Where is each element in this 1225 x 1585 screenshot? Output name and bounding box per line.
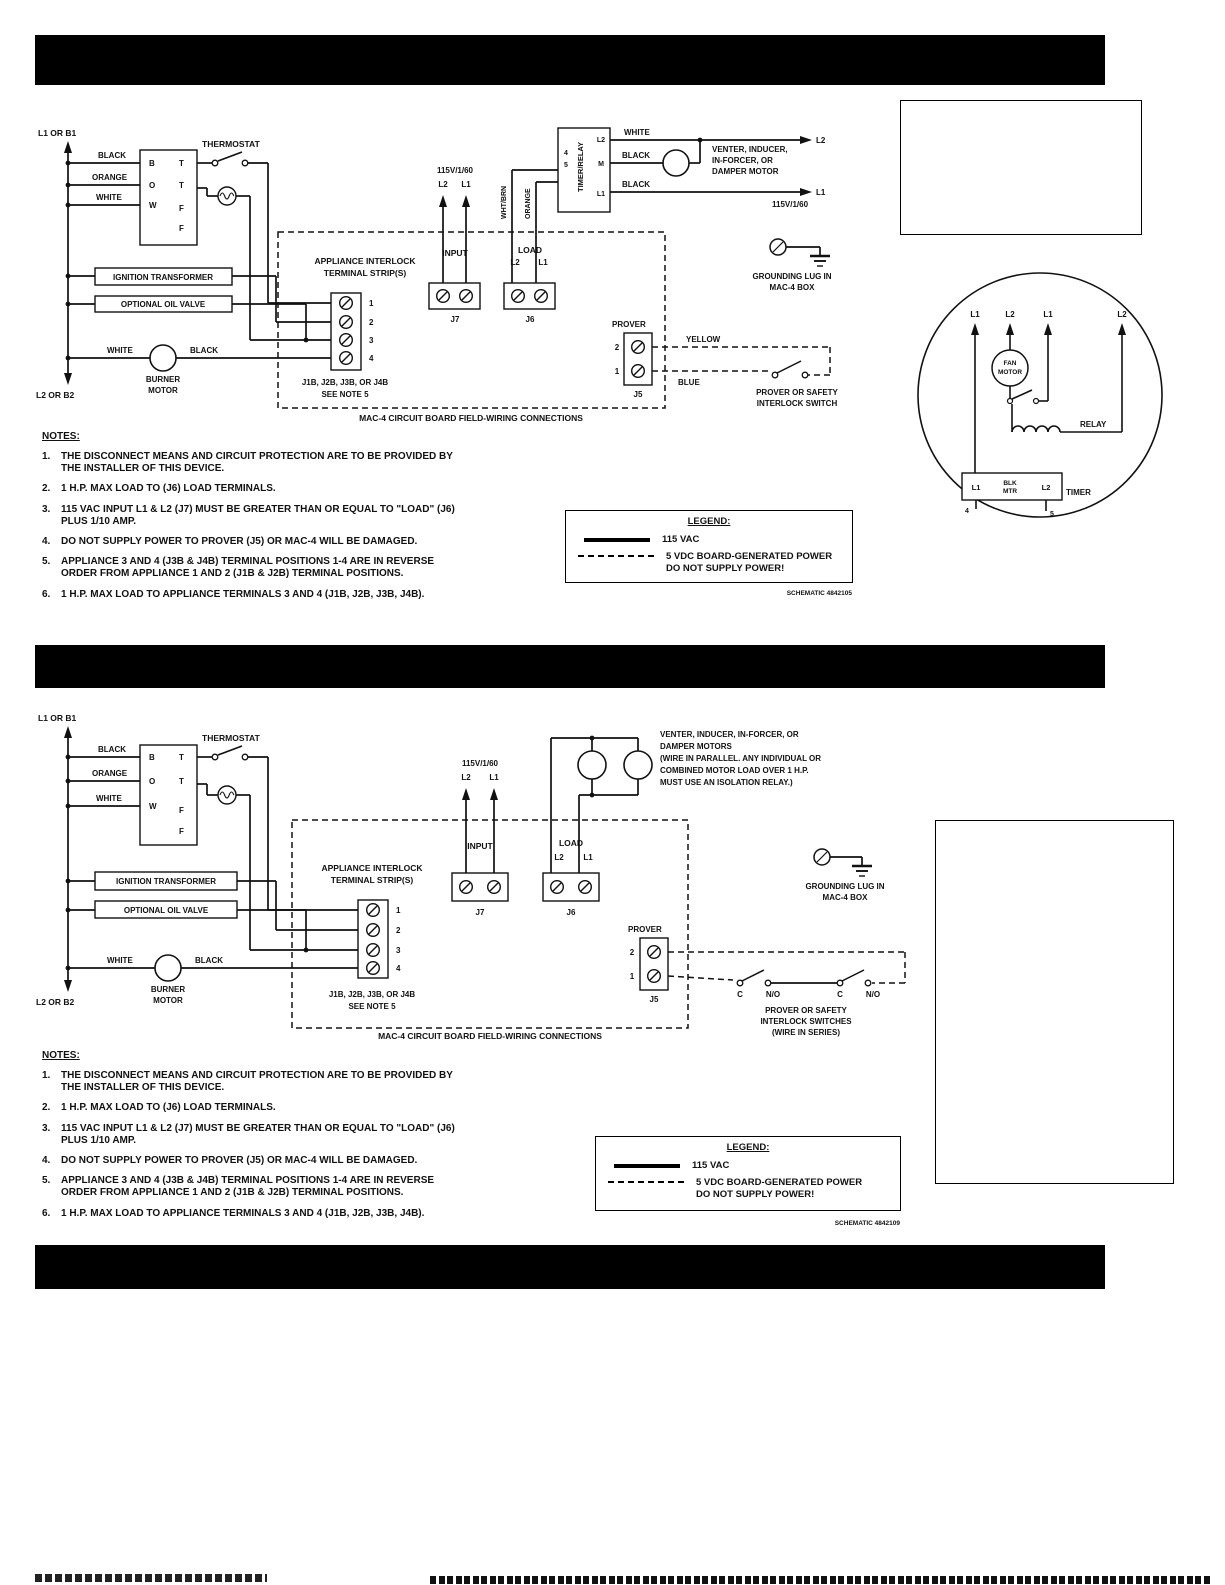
d2-load-label: LOAD bbox=[558, 838, 584, 848]
schematic-number-1: SCHEMATIC 4842105 bbox=[786, 590, 852, 597]
legend-5vdc-line1: 5 VDC BOARD-GENERATED POWER bbox=[666, 551, 833, 562]
d2-motors-2: DAMPER MOTORS bbox=[660, 742, 732, 751]
d1-strip-title2: TERMINAL STRIP(S) bbox=[323, 268, 407, 278]
note-text: 1 H.P. MAX LOAD TO (J6) LOAD TERMINALS. bbox=[61, 483, 276, 495]
d1-load-l2: L2 bbox=[510, 258, 520, 267]
d1-inset-l1b: L1 bbox=[1043, 310, 1053, 319]
legend-heading: LEGEND: bbox=[726, 1142, 770, 1153]
d2-sw2-c: C bbox=[837, 990, 843, 999]
d2-strip-title2: TERMINAL STRIP(S) bbox=[330, 875, 414, 885]
d1-burner-name2: MOTOR bbox=[148, 386, 178, 395]
dashed-line-sample bbox=[608, 1181, 684, 1183]
d2-term-3: 3 bbox=[396, 946, 401, 955]
d1-ground-label2: MAC-4 BOX bbox=[769, 283, 815, 292]
legend-row-115vac bbox=[608, 1160, 888, 1171]
note-item bbox=[42, 1102, 502, 1114]
d2-load-l2: L2 bbox=[554, 853, 564, 862]
note-text: 1 H.P. MAX LOAD TO APPLIANCE TERMINALS 3 AND 4 (J1B, J2B, J3B, J4B). bbox=[61, 588, 425, 600]
legend-115vac-label: 115 VAC bbox=[662, 534, 700, 545]
legend-box-2 bbox=[595, 1136, 901, 1211]
legend-box-1 bbox=[565, 510, 853, 583]
note-text: APPLIANCE 3 AND 4 (J3B & J4B) TERMINAL POSITIONS 1-4 ARE IN REVERSE ORDER FROM APPLIANCE 1 AND 2 (J1B & J2B) TERMINAL POSITIONS. bbox=[61, 556, 435, 580]
redacted-title-bar-3 bbox=[35, 1245, 1105, 1289]
d2-motors-4: COMBINED MOTOR LOAD OVER 1 H.P. bbox=[660, 766, 809, 775]
note-text: DO NOT SUPPLY POWER TO PROVER (J5) OR MAC-4 WILL BE DAMAGED. bbox=[61, 1154, 418, 1166]
d2-motors-5: MUST USE AN ISOLATION RELAY.) bbox=[660, 778, 793, 787]
d1-inset-fan2: MOTOR bbox=[997, 369, 1023, 376]
note-item bbox=[42, 1175, 502, 1199]
d1-burner-white: WHITE bbox=[107, 346, 133, 355]
d1-orange-wire-label: ORANGE bbox=[92, 173, 128, 182]
d2-see-note: SEE NOTE 5 bbox=[348, 1002, 396, 1011]
d2-sw1-c: C bbox=[737, 990, 743, 999]
d1-tr-m: M bbox=[598, 161, 604, 168]
d1-orange-v-label: ORANGE bbox=[525, 188, 532, 219]
note-text: 115 VAC INPUT L1 & L2 (J7) MUST BE GREATER THAN OR EQUAL TO "LOAD" (J6) PLUS 1/10 AMP. bbox=[61, 503, 455, 527]
d1-inset-l2a: L2 bbox=[1005, 310, 1015, 319]
note-item bbox=[42, 483, 502, 495]
legend-115vac-label: 115 VAC bbox=[692, 1160, 730, 1171]
d2-term-1: 1 bbox=[396, 906, 401, 915]
note-number: 2. bbox=[42, 483, 51, 495]
d1-j6-label: J6 bbox=[525, 315, 535, 324]
legend-5vdc-line1: 5 VDC BOARD-GENERATED POWER bbox=[696, 1177, 863, 1188]
d2-motors-3: (WIRE IN PARALLEL. ANY INDIVIDUAL OR bbox=[660, 754, 822, 763]
d2-th-f2: F bbox=[179, 827, 184, 836]
notes-heading: NOTES: bbox=[42, 431, 80, 442]
d2-burner-white: WHITE bbox=[107, 956, 133, 965]
d1-burner-name1: BURNER bbox=[145, 375, 181, 384]
legend-5vdc-line2: DO NOT SUPPLY POWER! bbox=[696, 1188, 815, 1200]
d1-out-l1: L1 bbox=[816, 188, 826, 197]
d1-prover-1: 1 bbox=[614, 367, 620, 376]
note-item bbox=[42, 451, 502, 475]
d2-black-wire-label: BLACK bbox=[98, 745, 126, 754]
note-text: 115 VAC INPUT L1 & L2 (J7) MUST BE GREATER THAN OR EQUAL TO "LOAD" (J6) PLUS 1/10 AMP. bbox=[61, 1122, 455, 1146]
d1-term-4: 4 bbox=[369, 354, 374, 363]
d1-jlabel: J1B, J2B, J3B, OR J4B bbox=[301, 378, 389, 387]
note-item bbox=[42, 1155, 502, 1167]
d1-blue-label: BLUE bbox=[678, 378, 700, 387]
note-number: 1. bbox=[42, 451, 51, 462]
notes-section-2 bbox=[42, 1050, 502, 1228]
legend-5vdc-label bbox=[696, 1177, 862, 1201]
note-number: 3. bbox=[42, 503, 51, 515]
d1-inset-l1c: L1 bbox=[971, 483, 981, 492]
d2-strip-title1: APPLIANCE INTERLOCK bbox=[321, 863, 423, 873]
note-item bbox=[42, 536, 502, 548]
d2-sw1-no: N/O bbox=[765, 990, 781, 999]
d1-term-1: 1 bbox=[369, 299, 374, 308]
d2-term-4: 4 bbox=[396, 964, 401, 973]
d2-th-f1: F bbox=[179, 806, 184, 815]
d1-inset-l2b: L2 bbox=[1117, 310, 1127, 319]
d2-sw2-no: N/O bbox=[865, 990, 881, 999]
d1-yellow-label: YELLOW bbox=[686, 335, 721, 344]
legend-5vdc-line2: DO NOT SUPPLY POWER! bbox=[666, 562, 785, 574]
d1-th-o: O bbox=[149, 181, 156, 190]
note-item bbox=[42, 556, 502, 580]
d2-j6-label: J6 bbox=[566, 908, 576, 917]
d2-switch-label3: (WIRE IN SERIES) bbox=[771, 1028, 841, 1037]
d1-timer-relay-title: TIMER/RELAY bbox=[576, 141, 585, 192]
d1-switch-label2: INTERLOCK SWITCH bbox=[756, 399, 838, 408]
d2-orange-wire-label: ORANGE bbox=[92, 769, 128, 778]
note-number: 4. bbox=[42, 535, 51, 547]
d1-th-f1: F bbox=[179, 204, 184, 213]
d1-l1-label: L1 OR B1 bbox=[38, 128, 77, 138]
d1-ignition-label: IGNITION TRANSFORMER bbox=[113, 273, 213, 282]
d2-motors-1: VENTER, INDUCER, IN-FORCER, OR bbox=[660, 730, 799, 739]
schematic-number-2: SCHEMATIC 4842109 bbox=[834, 1220, 900, 1227]
d1-th-b: B bbox=[149, 159, 155, 168]
legend-row-5vdc bbox=[578, 551, 840, 575]
note-number: 1. bbox=[42, 1070, 51, 1081]
d2-input-label: INPUT bbox=[467, 841, 493, 851]
d1-j7-label: J7 bbox=[450, 315, 460, 324]
d1-board-caption: MAC-4 CIRCUIT BOARD FIELD-WIRING CONNECTIONS bbox=[359, 413, 583, 423]
note-item bbox=[42, 504, 502, 528]
clipped-text-artifact-left bbox=[35, 1574, 267, 1582]
d1-tr-5: 5 bbox=[564, 162, 568, 169]
d1-prover-label: PROVER bbox=[612, 320, 646, 329]
note-item bbox=[42, 1123, 502, 1147]
d1-white-label: WHITE bbox=[624, 128, 650, 137]
note-item bbox=[42, 589, 502, 601]
d1-see-note: SEE NOTE 5 bbox=[321, 390, 369, 399]
d2-ground-label1: GROUNDING LUG IN bbox=[805, 882, 885, 891]
d2-screws bbox=[367, 881, 661, 983]
wiring-diagram-2 bbox=[0, 700, 1225, 1060]
d2-switch-label2: INTERLOCK SWITCHES bbox=[760, 1017, 852, 1026]
d2-switch-label1: PROVER OR SAFETY bbox=[765, 1006, 847, 1015]
d1-load-l1: L1 bbox=[538, 258, 548, 267]
d2-j7-label: J7 bbox=[475, 908, 485, 917]
d1-input-volts: 115V/1/60 bbox=[436, 166, 474, 175]
d2-th-t1: T bbox=[179, 753, 184, 762]
d1-black2-label: BLACK bbox=[622, 180, 650, 189]
legend-row-5vdc bbox=[608, 1177, 888, 1201]
note-text: THE DISCONNECT MEANS AND CIRCUIT PROTECTION ARE TO BE PROVIDED BY THE INSTALLER OF THIS DEVICE. bbox=[61, 1070, 453, 1094]
d1-ground-label1: GROUNDING LUG IN bbox=[752, 272, 832, 281]
legend-5vdc-label bbox=[666, 551, 832, 575]
note-text: 1 H.P. MAX LOAD TO APPLIANCE TERMINALS 3 AND 4 (J1B, J2B, J3B, J4B). bbox=[61, 1207, 425, 1219]
d1-input-l1: L1 bbox=[461, 180, 471, 189]
d1-inset-l2c: L2 bbox=[1041, 483, 1051, 492]
d2-board-caption: MAC-4 CIRCUIT BOARD FIELD-WIRING CONNECTIONS bbox=[378, 1031, 602, 1041]
d1-black-wire-label: BLACK bbox=[98, 151, 126, 160]
d1-venter-1: VENTER, INDUCER, bbox=[712, 145, 788, 154]
note-number: 5. bbox=[42, 1175, 51, 1187]
legend-heading: LEGEND: bbox=[687, 516, 731, 527]
d2-burner-name2: MOTOR bbox=[153, 996, 183, 1005]
d1-term-3: 3 bbox=[369, 336, 374, 345]
d1-load-label: LOAD bbox=[517, 245, 543, 255]
d1-th-f2: F bbox=[179, 224, 184, 233]
d2-prover-label: PROVER bbox=[628, 925, 662, 934]
d1-out-l2: L2 bbox=[816, 136, 826, 145]
note-text: THE DISCONNECT MEANS AND CIRCUIT PROTECTION ARE TO BE PROVIDED BY THE INSTALLER OF THIS DEVICE. bbox=[61, 451, 453, 475]
d1-inset-l1a: L1 bbox=[970, 310, 980, 319]
redacted-title-bar-1 bbox=[35, 35, 1105, 85]
d1-input-l2: L2 bbox=[438, 180, 448, 189]
d1-venter-2: IN-FORCER, OR bbox=[712, 156, 773, 165]
note-text: 1 H.P. MAX LOAD TO (J6) LOAD TERMINALS. bbox=[61, 1102, 276, 1114]
d2-jlabel: J1B, J2B, J3B, OR J4B bbox=[328, 990, 416, 999]
note-number: 2. bbox=[42, 1102, 51, 1114]
d2-th-b: B bbox=[149, 753, 155, 762]
d2-input-l2: L2 bbox=[461, 773, 471, 782]
d1-oil-valve-label: OPTIONAL OIL VALVE bbox=[120, 300, 206, 309]
d2-th-t2: T bbox=[179, 777, 184, 786]
d1-tr-4: 4 bbox=[564, 150, 568, 157]
note-number: 4. bbox=[42, 1154, 51, 1166]
redacted-title-bar-2 bbox=[35, 645, 1105, 688]
d2-prover-2: 2 bbox=[629, 948, 635, 957]
notes-heading: NOTES: bbox=[42, 1050, 80, 1061]
d2-j5-label: J5 bbox=[649, 995, 659, 1004]
d2-arrowheads bbox=[64, 726, 498, 992]
d2-input-volts: 115V/1/60 bbox=[461, 759, 499, 768]
d1-inset-fan1: FAN bbox=[1003, 360, 1017, 367]
note-text: APPLIANCE 3 AND 4 (J3B & J4B) TERMINAL POSITIONS 1-4 ARE IN REVERSE ORDER FROM APPLIANCE 1 AND 2 (J1B & J2B) TERMINAL POSITIONS. bbox=[61, 1175, 435, 1199]
d1-strip-title1: APPLIANCE INTERLOCK bbox=[314, 256, 416, 266]
d2-load-l1: L1 bbox=[583, 853, 593, 862]
d1-input-label: INPUT bbox=[442, 248, 468, 258]
d1-thermostat-title: THERMOSTAT bbox=[202, 139, 260, 149]
d2-input-l1: L1 bbox=[489, 773, 499, 782]
d1-inset-4: 4 bbox=[965, 508, 969, 515]
d1-venter-3: DAMPER MOTOR bbox=[712, 167, 779, 176]
d1-burner-black: BLACK bbox=[190, 346, 218, 355]
note-item bbox=[42, 1208, 502, 1220]
d2-th-w: W bbox=[149, 802, 157, 811]
d1-white-wire-label: WHITE bbox=[96, 193, 122, 202]
d1-l2-label: L2 OR B2 bbox=[36, 390, 75, 400]
clipped-text-artifact-right bbox=[430, 1576, 1212, 1584]
d1-ground-symbol bbox=[810, 256, 830, 266]
solid-line-sample bbox=[584, 538, 650, 542]
d2-oil-valve-label: OPTIONAL OIL VALVE bbox=[123, 906, 209, 915]
d1-inset-blk: BLK bbox=[1003, 480, 1017, 487]
d2-l1-label: L1 OR B1 bbox=[38, 713, 77, 723]
d1-out-volts: 115V/1/60 bbox=[772, 200, 809, 209]
d2-th-o: O bbox=[149, 777, 156, 786]
d2-white-wire-label: WHITE bbox=[96, 794, 122, 803]
d1-switch-label1: PROVER OR SAFETY bbox=[756, 388, 838, 397]
d1-th-w: W bbox=[149, 201, 157, 210]
d2-ignition-label: IGNITION TRANSFORMER bbox=[116, 877, 216, 886]
d1-term-2: 2 bbox=[369, 318, 374, 327]
d1-black1-label: BLACK bbox=[622, 151, 650, 160]
notes-section-1 bbox=[42, 431, 502, 609]
note-number: 3. bbox=[42, 1122, 51, 1134]
d2-prover-1: 1 bbox=[629, 972, 635, 981]
note-item bbox=[42, 1070, 502, 1094]
d2-ground-symbol bbox=[852, 866, 872, 876]
d1-wht-brn-label: WHT/BRN bbox=[501, 185, 508, 219]
note-text: DO NOT SUPPLY POWER TO PROVER (J5) OR MAC-4 WILL BE DAMAGED. bbox=[61, 535, 418, 547]
d1-j5-label: J5 bbox=[633, 390, 643, 399]
d1-inset-mtr: MTR bbox=[1002, 488, 1018, 495]
d2-burner-name1: BURNER bbox=[150, 985, 186, 994]
d1-inset-relay: RELAY bbox=[1080, 420, 1107, 429]
d2-ground-label2: MAC-4 BOX bbox=[822, 893, 868, 902]
d1-tr-l2: L2 bbox=[596, 137, 606, 144]
d1-screws bbox=[340, 290, 645, 378]
d1-th-t2: T bbox=[179, 181, 184, 190]
d1-prover-2: 2 bbox=[614, 343, 620, 352]
d2-term-2: 2 bbox=[396, 926, 401, 935]
dashed-line-sample bbox=[578, 555, 654, 557]
d2-l2-label: L2 OR B2 bbox=[36, 997, 75, 1007]
d1-inset-5: 5 bbox=[1050, 511, 1054, 518]
note-number: 6. bbox=[42, 1207, 51, 1219]
legend-row-115vac bbox=[578, 534, 840, 545]
d2-burner-black: BLACK bbox=[195, 956, 223, 965]
note-number: 6. bbox=[42, 588, 51, 600]
d1-inset-timer: TIMER bbox=[1066, 488, 1091, 497]
d2-thermostat-title: THERMOSTAT bbox=[202, 733, 260, 743]
note-number: 5. bbox=[42, 556, 51, 568]
d1-tr-l1: L1 bbox=[596, 191, 606, 198]
d1-th-t1: T bbox=[179, 159, 184, 168]
solid-line-sample bbox=[614, 1164, 680, 1168]
